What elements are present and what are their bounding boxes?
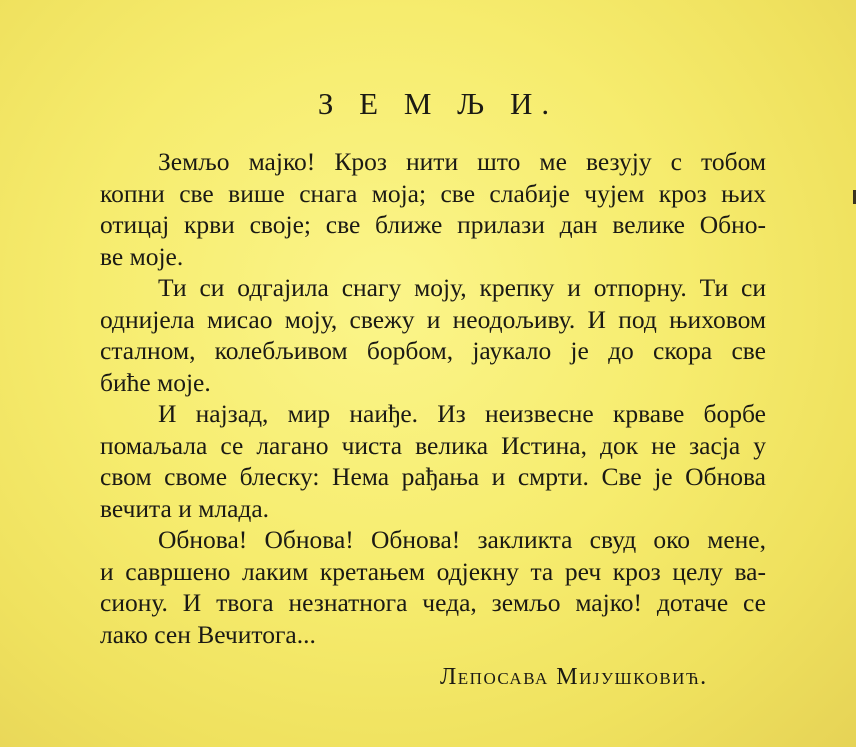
page-title: З Е М Љ И. [317,86,559,121]
text-line: сиону. И твога незнатнога чеда, земљо мајко! дотаче се [100,588,766,617]
text-line: Земљо мајко! Кроз нити што ме везују с тобом [158,147,766,176]
text-line: сталном, колебљивом борбом, јаукало је до скора све [100,336,766,365]
text-line: Ти си одгајила снагу моју, крепку и отпорну. Ти си [158,273,766,302]
text-line: И најзад, мир наиђе. Из неизвесне крваве борбе [158,399,766,428]
paragraph-1 [100,146,766,272]
poem-body [100,146,766,650]
text-line: отицај крви своје; све ближе прилази дан велике Обно- [100,210,766,239]
author-signature: Лепосава Мијушковић. [440,664,708,690]
text-line: биће моје. [100,367,211,397]
paragraph-2 [100,272,766,398]
text-line: однијела мисао моју, свежу и неодољиву. И под њиховом [100,304,766,334]
text-line: копни све више снага моја; све слабије чујем кроз њих [100,178,766,208]
text-line: и савршено лаким кретањем одјекну та реч кроз целу ва- [100,556,766,586]
text-line: лако сен Вечитога... [100,619,316,649]
text-line: ве моје. [100,241,184,271]
paragraph-4 [100,524,766,650]
text-line: вечита и млада. [100,493,270,523]
paragraph-3 [100,398,766,524]
text-line: Обнова! Обнова! Обнова! закликта свуд око мене, [158,525,766,554]
text-line: свом своме блеску: Нема рађања и смрти. Све је Обнова [100,462,766,491]
text-line: помаљала се лагано чиста велика Истина, док не засја у [100,430,766,460]
